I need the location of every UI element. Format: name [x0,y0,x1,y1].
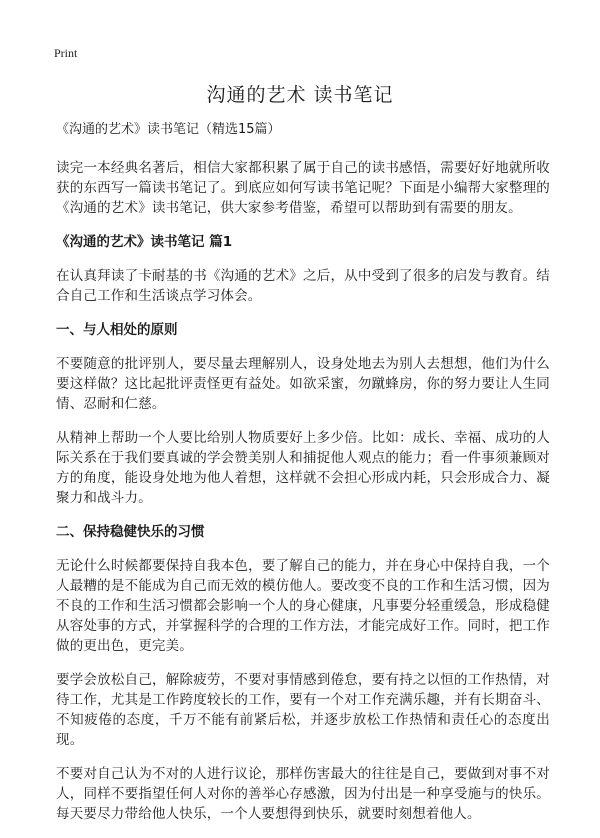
article-body [56,120,550,838]
section1-paragraph-2: 从精神上帮助一个人要比给别人物质要好上多少倍。比如：成长、幸福、成功的人际关系在于我们要真诚的学会赞美别人和捕捉他人观点的能力；看一件事须兼顾对方的角度，能设身处地为他人着想，这样就不会担心形成内耗，只会形成合力、凝聚力和战斗力。 [56,430,550,506]
page-title: 沟通的艺术 读书笔记 [206,84,394,106]
chapter-intro-paragraph: 在认真拜读了卡耐基的书《沟通的艺术》之后，从中受到了很多的启发与教育。结合自己工作和生活谈点学习体会。 [56,268,550,304]
section-heading-1: 一、与人相处的原则 [56,322,178,338]
section2-paragraph-2: 要学会放松自己，解除疲劳，不要对事情感到倦怠，要有持之以恒的工作热情，对待工作，尤其是工作跨度较长的工作，要有一个对工作充满乐趣，并有长期奋斗、不知疲倦的态度，千万不能有前紧后松，并逐步放松工作热情和责任心的态度出现。 [56,672,550,748]
section-heading-2: 二、保持稳健快乐的习惯 [56,524,205,540]
article-subtitle: 《沟通的艺术》读书笔记（精选15篇） [56,122,281,137]
chapter-heading: 《沟通的艺术》读书笔记 篇1 [56,234,233,250]
section2-paragraph-1: 无论什么时候都要保持自我本色，要了解自己的能力，并在身心中保持自我，一个人最糟的是不能成为自己而无效的模仿他人。要改变不良的工作和生活习惯，因为不良的工作和生活习惯都会影响一个人的身心健康，凡事要分轻重缓急，形成稳健从容处事的方式，并掌握科学的合理的工作方法，才能完成好工作。同时，把工作做的更出色，更完美。 [56,558,550,654]
section2-paragraph-3: 不要对自己认为不对的人进行议论，那样伤害最大的往往是自己，要做到对事不对人，同样不要指望任何人对你的善举心存感激，因为付出是一种享受施与的快乐。每天要尽力带给他人快乐，一个人要想得到快乐，就要时刻想着他人。 [56,766,550,822]
intro-paragraph: 读完一本经典名著后，相信大家都积累了属于自己的读书感悟，需要好好地就所收获的东西写一篇读书笔记了。到底应如何写读书笔记呢？下面是小编帮大家整理的《沟通的艺术》读书笔记，供大家参考借鉴，希望可以帮助到有需要的朋友。 [56,160,550,216]
print-link[interactable]: Print [54,46,78,60]
section1-paragraph-1: 不要随意的批评别人，要尽量去理解别人，设身处地去为别人去想想，他们为什么要这样做？这比起批评责怪更有益处。如欲采蜜，勿蹴蜂房，你的努力要让人生同情、忍耐和仁慈。 [56,356,550,412]
